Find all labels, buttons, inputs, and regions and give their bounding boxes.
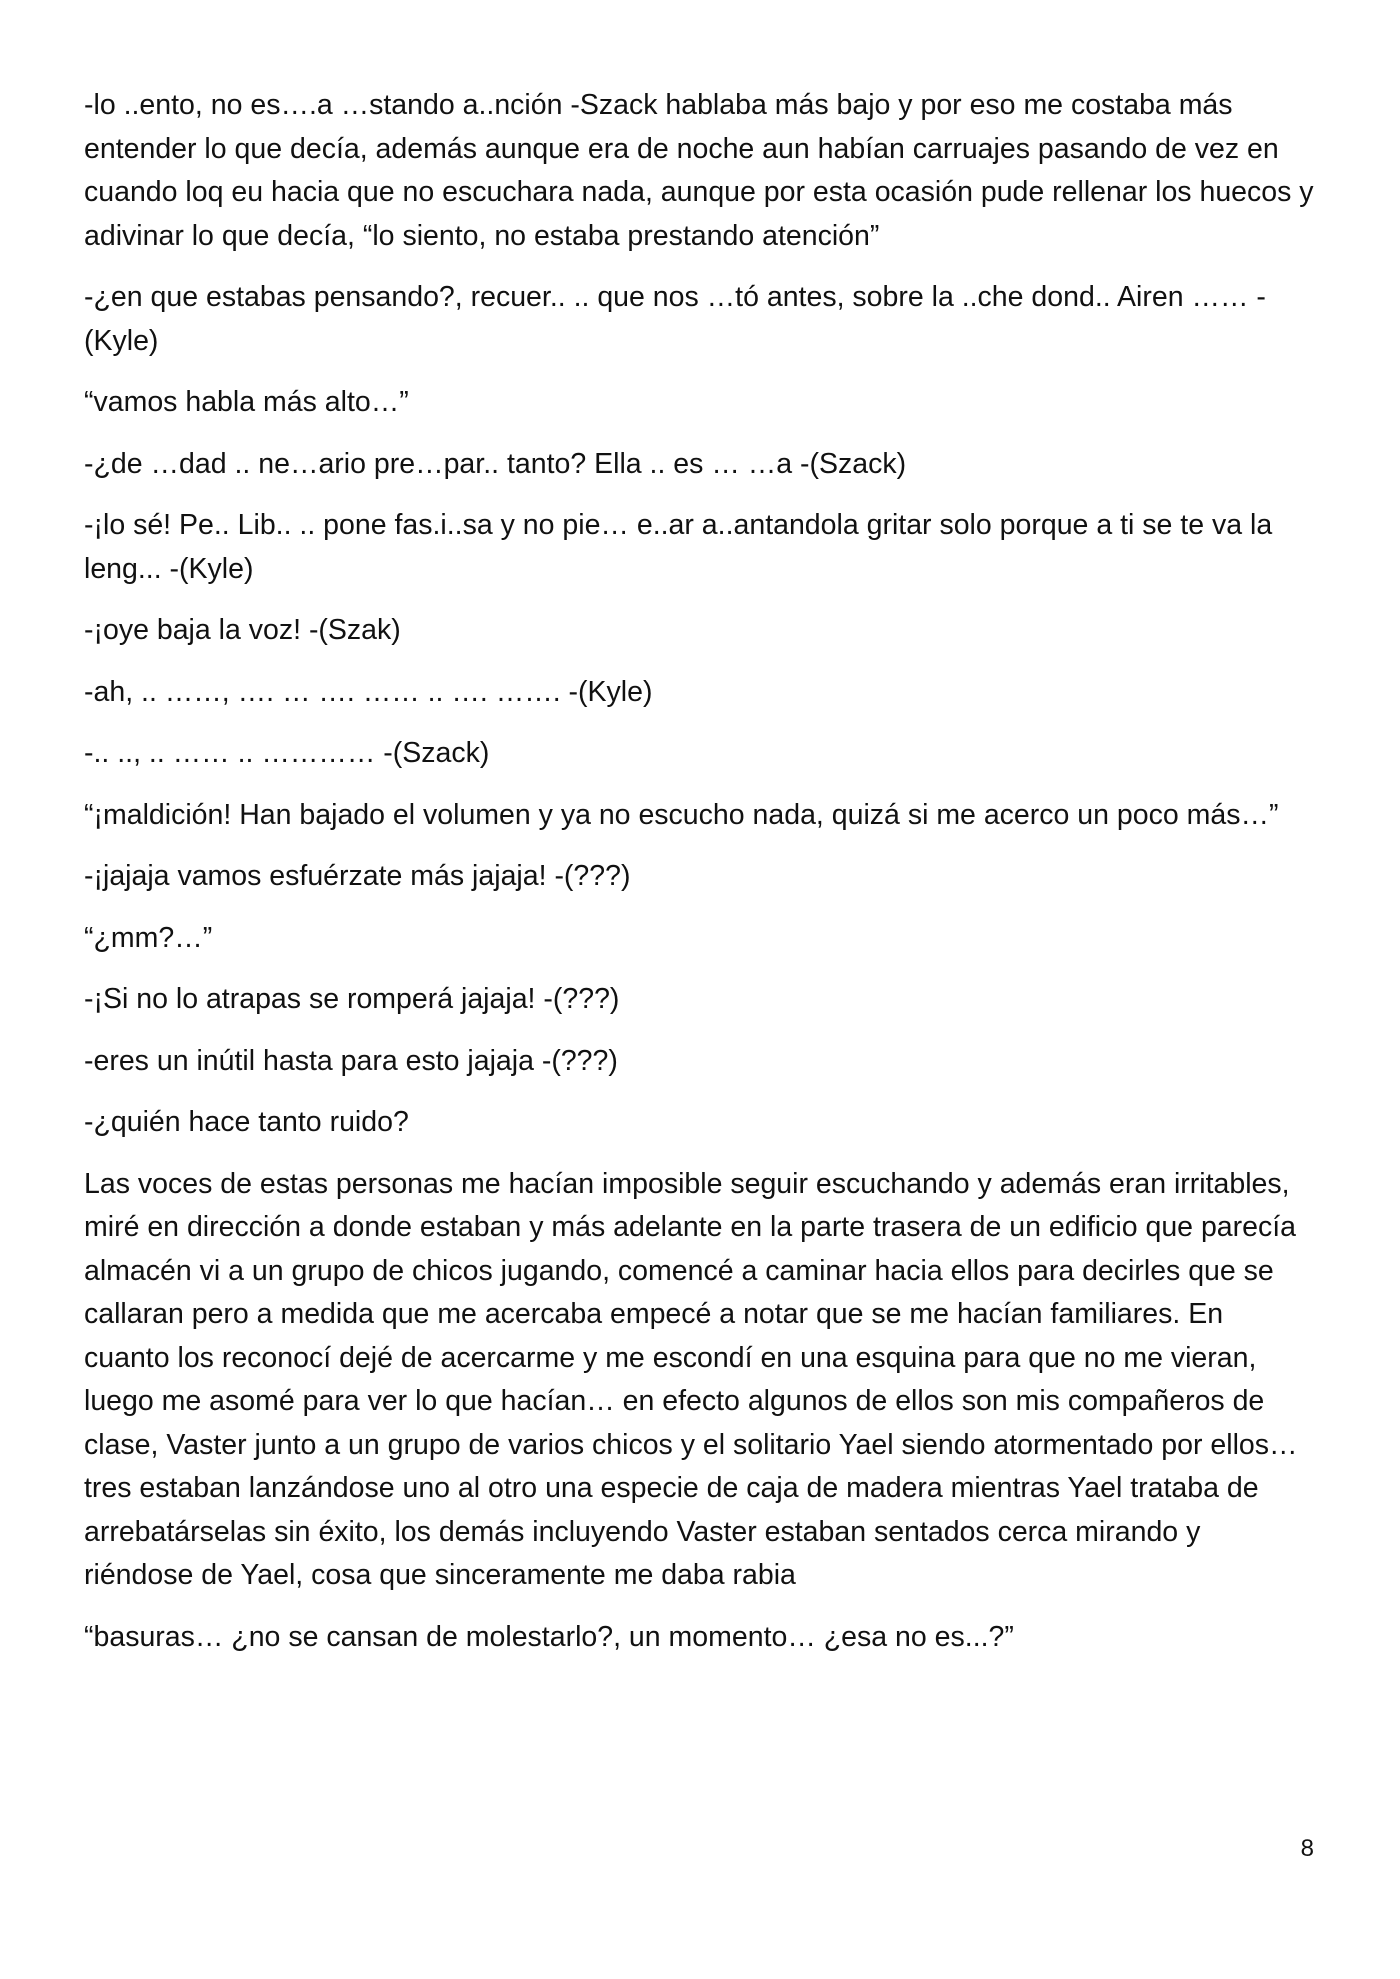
paragraph-16: “basuras… ¿no se cansan de molestarlo?, un momento… ¿esa no es...?” — [84, 1620, 1014, 1653]
paragraph-4: -¿de …dad .. ne…ario pre…par.. tanto? Ella .. es … …a -(Szack) — [84, 447, 907, 480]
paragraph-13: -eres un inútil hasta para esto jajaja -(???) — [84, 1044, 618, 1077]
paragraph-7: -ah, .. ……, …. … …. …… .. …. ……. -(Kyle) — [84, 675, 653, 708]
paragraph-11: “¿mm?…” — [84, 921, 213, 954]
paragraph-3: “vamos habla más alto…” — [84, 386, 409, 418]
paragraph-9: “¡maldición! Han bajado el volumen y ya no escucho nada, quizá si me acerco un poco más…” — [84, 798, 1279, 831]
paragraph-1: -lo ..ento, no es….a …stando a..nción -Szack hablaba más bajo y por eso me costaba más entender lo que decía, además aunque era de noche aun habían carruajes pasando de vez en cuando loq eu hacia que no escuchara nada, aunque por esta ocasión pude rellenar los huecos y adivinar lo que decía, “lo siento, no estaba prestando atención” — [84, 89, 1314, 252]
paragraph-15: Las voces de estas personas me hacían imposible seguir escuchando y además eran irritables, miré en dirección a donde estaban y más adelante en la parte trasera de un edificio que parecía almacén vi a un grupo de chicos jugando, comencé a caminar hacia ellos para decirles que se callaran pero a medida que me acercaba empecé a notar que se me hacían familiares. En cuanto los reconocí dejé de acercarme y me escondí en una esquina para que no me vieran, luego me asomé para ver lo que hacían… en efecto algunos de ellos son mis compañeros de clase, Vaster junto a un grupo de varios chicos y el solitario Yael siendo atormentado por ellos… tres estaban lanzándose uno al otro una especie de caja de madera mientras Yael trataba de arrebatárselas sin éxito, los demás incluyendo Vaster estaban sentados cerca mirando y riéndose de Yael, cosa que sinceramente me daba rabia — [84, 1167, 1298, 1591]
paragraph-10: -¡jajaja vamos esfuérzate más jajaja! -(???) — [84, 860, 631, 892]
body-text — [84, 84, 1314, 1677]
paragraph-6: -¡oye baja la voz! -(Szak) — [84, 614, 401, 646]
paragraph-2: -¿en que estabas pensando?, recuer.. .. que nos …tó antes, sobre la ..che dond.. Airen …… -(Kyle) — [84, 281, 1266, 357]
paragraph-8: -.. .., .. …… .. ………… -(Szack) — [84, 737, 490, 769]
paragraph-12: -¡Si no lo atrapas se romperá jajaja! -(???) — [84, 983, 620, 1015]
paragraph-14: -¿quién hace tanto ruido? — [84, 1106, 409, 1138]
page-number: 8 — [1300, 1835, 1314, 1862]
paragraph-5: -¡lo sé! Pe.. Lib.. .. pone fas.i..sa y no pie… e..ar a..antandola gritar solo porque a ti se te va la leng... -(Kyle) — [84, 509, 1273, 585]
